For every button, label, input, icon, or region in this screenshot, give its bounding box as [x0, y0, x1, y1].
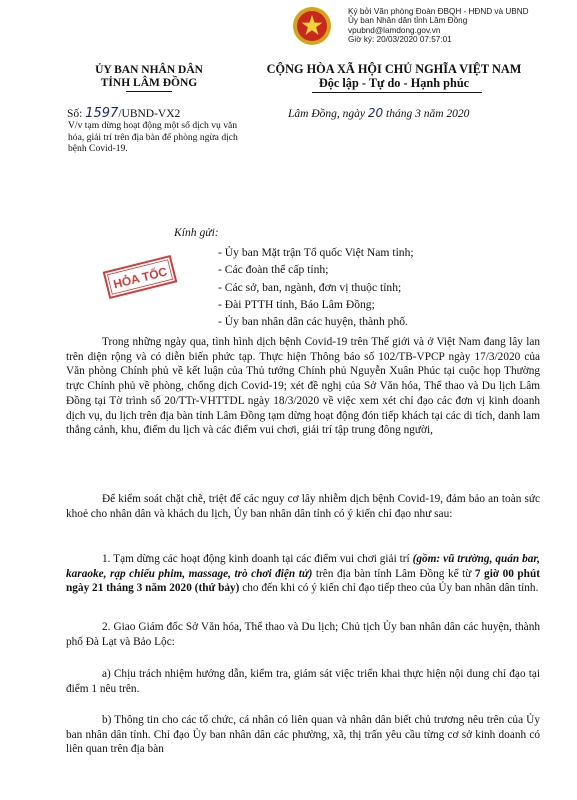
paragraph-context: Trong những ngày qua, tình hình dịch bệnh Covid-19 trên Thế giới và ở Việt Nam đang lây lan trên diện rộng và có diễn biến phức tạp. Thực hiện Thông báo số 102/TB-VPCP ngày 17/3/2020 của Văn phòng Chính phủ về kết luận của Thủ tướng Chính phủ Nguyễn Xuân Phúc tại cuộc họp Thường trực Chính phủ về phòng, chống dịch Covid-19; xét đề nghị của Sở Văn hóa, Thể thao và Du lịch Lâm Đồng tại Tờ trình số 20/TTr-VHTTDL ngày 18/3/2020 về việc xem xét chỉ đạo các đơn vị kinh doanh dịch vụ, du lịch trên địa bàn tỉnh Lâm Đồng tạm dừng hoạt động đón tiếp khách tại các di tích, danh lam thắng cảnh, khu, điểm du lịch và các điểm vui chơi, giải trí tập trung đông người, — [66, 336, 540, 437]
item1-effective-time: 7 giờ 00 phút ngày 21 tháng 3 năm 2020 (thứ bảy) — [66, 567, 540, 595]
body-paragraph-2 — [66, 492, 540, 521]
issuing-org-line1: ỦY BAN NHÂN DÂN — [95, 64, 203, 76]
recipient-list — [218, 244, 414, 330]
item1-venues: (gồm: vũ trường, quán bar, karaoke, rạp chiếu phim, massage, trò chơi điện tử) — [66, 553, 540, 580]
nation-title: CỘNG HÒA XÃ HỘI CHỦ NGHĨA VIỆT NAM — [266, 62, 522, 76]
org-underline — [126, 91, 172, 92]
date-suffix: tháng 3 năm 2020 — [386, 108, 470, 120]
digital-signature — [348, 7, 529, 44]
paragraph-item-2a: a) Chịu trách nhiệm hướng dẫn, kiểm tra, giám sát việc triển khai thực hiện nội dung chỉ đạo tại điểm 1 nêu trên. — [66, 668, 540, 695]
recipient-item: - Các đoàn thể cấp tỉnh; — [218, 263, 329, 277]
document-subject: V/v tạm dừng hoạt động một số dịch vụ văn hóa, giải trí trên địa bàn để phòng ngừa dịch bệnh Covid-19. — [68, 120, 238, 155]
date-prefix: Lâm Đồng, ngày — [288, 108, 365, 120]
signature-time: Giờ ký: 20/03/2020 07:57:01 — [348, 34, 452, 44]
signature-signer: Ký bởi Văn phòng Đoàn ĐBQH - HĐND và UBND — [348, 7, 529, 16]
number-handwritten: 1597 — [85, 106, 119, 121]
signature-email: vpubnd@lamdong.gov.vn — [348, 25, 441, 35]
urgent-stamp-text: HỎA TỐC — [111, 264, 169, 292]
item1-text-c: trên địa bàn tỉnh Lâm Đồng kể từ — [312, 567, 475, 580]
issuing-org-line2: TỈNH LÂM ĐỒNG — [100, 77, 198, 89]
urgent-stamp — [101, 254, 178, 301]
recipient-item: - Ủy ban nhân dân các huyện, thành phố. — [218, 315, 408, 329]
paragraph-item-2b: b) Thông tin cho các tổ chức, cá nhân có liên quan và nhân dân biết chủ trương nêu trên của Ủy ban nhân dân tỉnh. Chỉ đạo Ủy ban nhân dân các phường, xã, thị trấn yêu cầu từng cơ sở kinh doanh có liên quan trên địa bàn — [66, 714, 540, 756]
number-suffix: /UBND-VX2 — [118, 108, 181, 120]
item1-text-e: cho đến khi có ý kiến chỉ đạo tiếp theo của Ủy ban nhân dân tỉnh. — [239, 582, 539, 595]
national-emblem-icon — [292, 6, 332, 46]
date-day-handwritten: 20 — [367, 106, 384, 120]
body-paragraph-6 — [66, 713, 540, 757]
motto-underline — [312, 92, 482, 93]
recipient-item: - Đài PTTH tỉnh, Báo Lâm Đồng; — [218, 297, 375, 311]
body-paragraph-3 — [66, 552, 540, 596]
body-paragraph-5 — [66, 667, 540, 696]
paragraph-item-2: 2. Giao Giám đốc Sở Văn hóa, Thể thao và Du lịch; Chủ tịch Ủy ban nhân dân các huyện, thành phố Đà Lạt và Bảo Lộc: — [66, 621, 540, 648]
paragraph-purpose: Để kiểm soát chặt chẽ, triệt để các nguy cơ lây nhiễm dịch bệnh Covid-19, đảm bảo an toàn sức khoẻ cho nhân dân và khách du lịch, Ủy ban nhân dân tỉnh có ý kiến chỉ đạo như sau: — [66, 493, 540, 520]
nation-motto: Độc lập - Tự do - Hạnh phúc — [318, 76, 470, 90]
signature-org: Ủy ban Nhân dân tỉnh Lâm Đồng — [348, 16, 468, 26]
body-paragraph-1 — [66, 335, 540, 438]
document-number — [67, 106, 180, 121]
paragraph-item-1 — [66, 552, 540, 596]
recipient-item: - Các sở, ban, ngành, đơn vị thuộc tỉnh; — [218, 280, 402, 294]
recipient-item: - Ủy ban Mặt trận Tổ quốc Việt Nam tỉnh; — [218, 246, 414, 259]
body-paragraph-4 — [66, 620, 540, 649]
document-date — [288, 106, 469, 120]
number-prefix: Số: — [67, 108, 83, 120]
item1-text-a: 1. Tạm dừng các hoạt động kinh doanh tại các điểm vui chơi giải trí — [102, 553, 413, 565]
recipients-label: Kính gửi: — [174, 226, 219, 239]
